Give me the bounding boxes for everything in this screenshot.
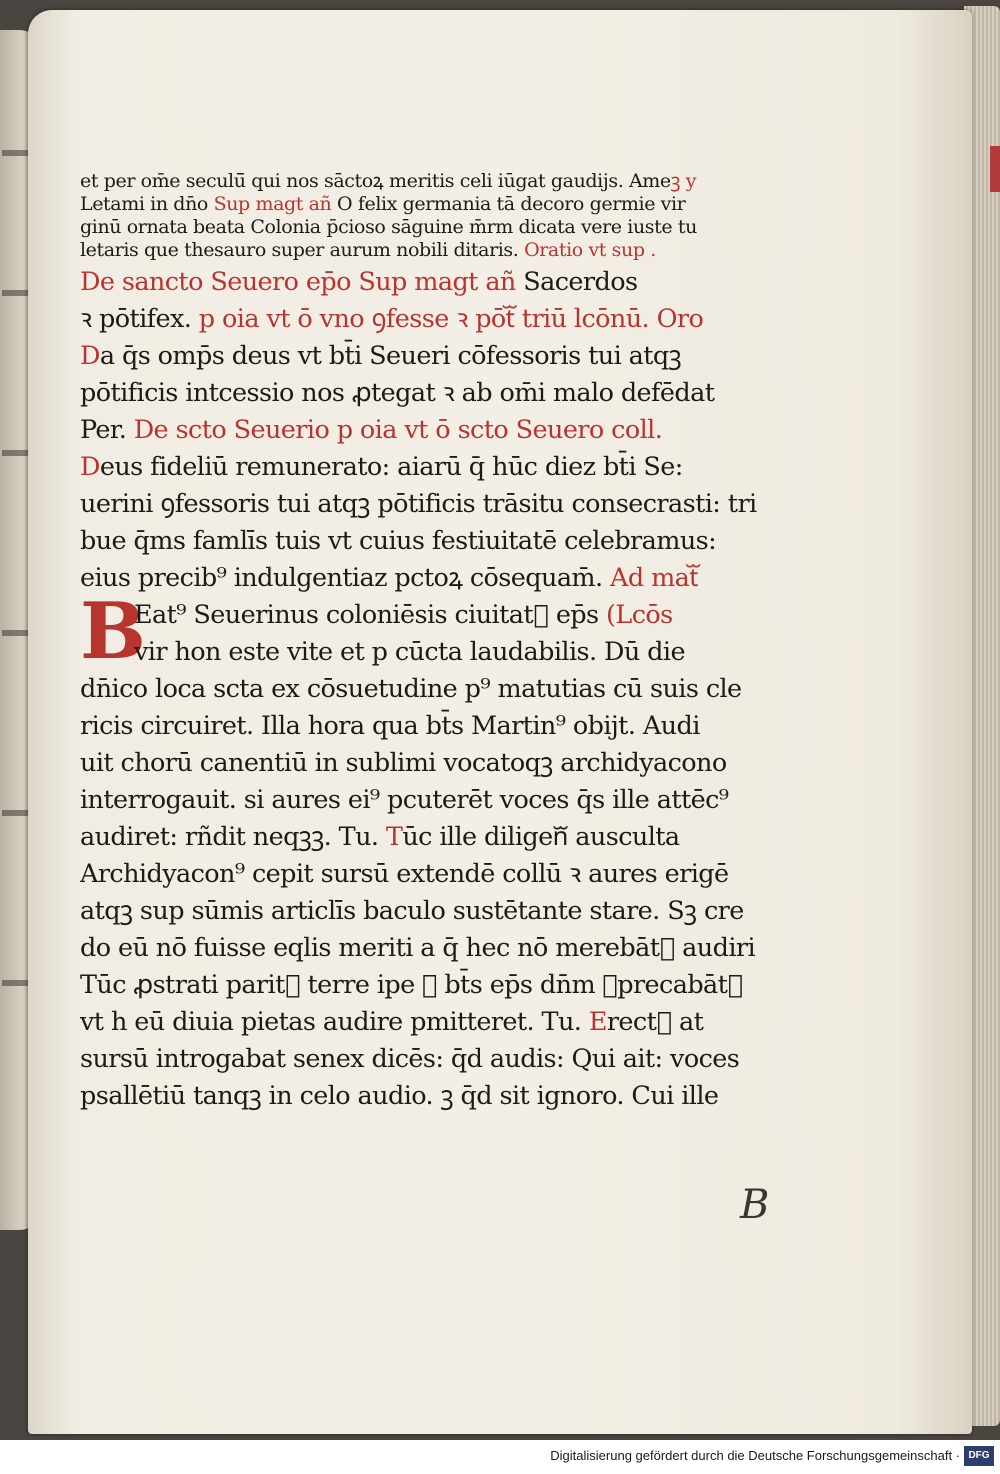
text-line: De sancto Seuero ep̄o Sup magt añ Sacerdos [80,267,638,297]
book-page [28,10,972,1434]
large-text-section [80,264,780,1115]
text-line: vt h eū diuia pietas audire pmitteret. Tu. Erectᷓ at [80,1007,704,1037]
text-line: interrogauit. si aures ei⁹ pcuterēt voces q̄s ille attēc⁹ [80,785,729,815]
initial-paragraph [80,586,780,677]
signature-mark: B [740,1182,770,1228]
text-line: et per om̄e seculū̄ qui nos sāctoꝝ meritis celi iūgat gaudijs. Ameꝫ y [80,170,697,192]
text-line: sursū introgabat senex dicēs: q̄d audis: Qui ait: voces [80,1044,740,1074]
text-line: do eū nō fuisse eqlis meriti a q̄ hec nō merebātᷓ audiri [80,933,756,963]
text-line: letaris que thesauro super aurum nobili ditaris. Oratio vt sup . [80,239,656,261]
text-line: Eat⁹ Seuerinus coloniēsis ciuitatᷓ ep̄s (Lcōs [134,600,673,630]
text-line: ginū ornata beata Colonia p̄cioso sāguine m̄rm dicata vere iuste tu [80,216,697,238]
text-line: Letami in dn̄o Sup magt añ O felix germania tā decoro germie vir [80,193,686,215]
funding-credit: Digitalisierung gefördert durch die Deutsche Forschungsgemeinschaft · [550,1448,960,1463]
text-line: Per. De scto Seuerio p oia vt ō scto Seuero coll. [80,415,663,445]
text-line: ꝛ pōtifex. p oia vt ō vno ꝯfesse ꝛ pōtᷓ triū lcōnū. Oro [80,304,704,334]
text-line: uerini ꝯfessoris tui atqꝫ pōtificis trāsitu consecrasti: tri [80,489,757,519]
text-line: psallētiū tanqꝫ in celo audio. ꝫ q̄d sit ignoro. Cui ille [80,1081,719,1111]
text-line: atqꝫ sup sūmis articlīs baculo sustētante stare. Sꝫ cre [80,896,744,926]
dfg-logo: DFG [964,1446,994,1466]
decorated-initial: B [80,586,146,677]
text-line: pōtificis intcessio nos ꝓtegat ꝛ ab om̄i malo defēdat [80,378,715,408]
text-line: Archidyacon⁹ cepit sursū extendē collū ꝛ aures erigē [80,859,729,889]
text-line: audiret: rñdit neqꝫꝫ. Tu. Tūc ille diligenᷓ ausculta [80,822,680,852]
text-line: Deus fideliū remunerato: aiarū q̄ hūc diez bt̄i Se: [80,452,683,482]
text-line: Tūc ꝓstrati paritᷓ terre ipe ꝛ bt̄s ep̄s dn̄m ꝺprecabātᷓ [80,970,743,1000]
text-block [80,170,780,1115]
footer-bar [0,1440,1000,1474]
text-line: uit chorū canentiū in sublimi vocatoqꝫ archidyacono [80,748,727,778]
text-line: eius precib⁹ indulgentiaz pctoꝝ cōsequam̄. Ad matᷓ [80,563,698,593]
small-text-section [80,170,780,262]
text-line: dn̄ico loca scta ex cōsuetudine p⁹ matutias cū suis cle [80,674,742,704]
text-line: Da q̄s omp̄s deus vt bt̄i Seueri cōfessoris tui atqꝫ [80,341,682,371]
red-bookmark-tab [990,146,1000,192]
text-line: bue q̄ms famlīs tuis vt cuius festiuitatē celebramus: [80,526,717,556]
text-line: vir hon este vite et p cūcta laudabilis. Dū die [134,637,685,667]
text-line: ricis circuiret. Illa hora qua bt̄s Martin⁹ obijt. Audi [80,711,700,741]
